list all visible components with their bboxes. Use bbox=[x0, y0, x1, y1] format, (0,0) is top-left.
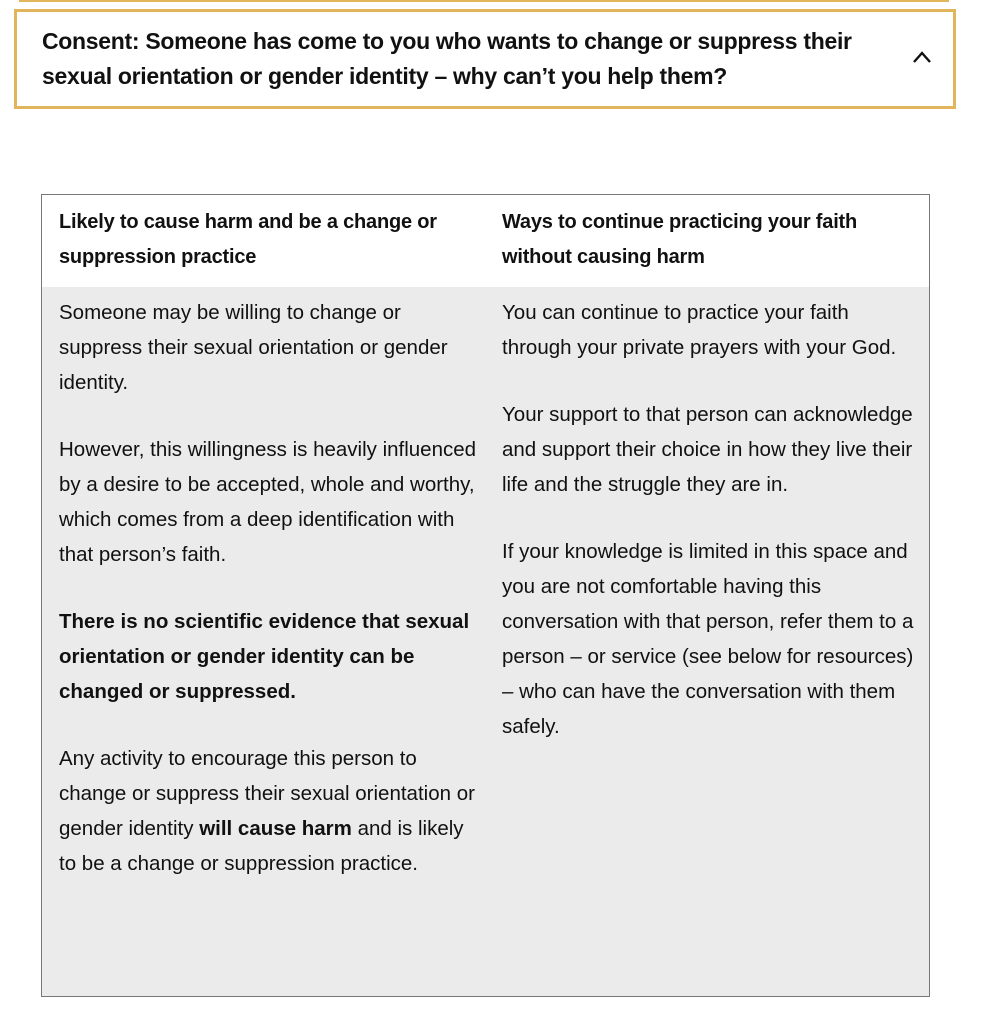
chevron-up-icon[interactable] bbox=[912, 50, 932, 64]
accordion-consent[interactable] bbox=[14, 9, 956, 109]
harm-p4-bold: will cause harm bbox=[199, 817, 352, 840]
column-faith bbox=[502, 295, 922, 776]
table-header bbox=[42, 195, 929, 287]
comparison-table bbox=[41, 194, 930, 997]
header-harm: Likely to cause harm and be a change or suppression practice bbox=[59, 211, 437, 268]
faith-paragraph-3: If your knowledge is limited in this space and you are not comfortable having this conversation with that person, refer them to a person – or service (see below for resources) – who can have the conversation with them safely. bbox=[502, 540, 914, 738]
harm-paragraph-3-bold: There is no scientific evidence that sexual orientation or gender identity can be changed or suppressed. bbox=[59, 610, 470, 703]
faith-paragraph-2: Your support to that person can acknowledge and support their choice in how they live their life and the struggle they are in. bbox=[502, 403, 913, 496]
accordion-title[interactable]: Consent: Someone has come to you who wants to change or suppress their sexual orientation or gender identity – why can’t you help them? bbox=[42, 28, 852, 89]
harm-p4-text-b: and is likely to be a change or suppression practice. bbox=[59, 817, 464, 875]
harm-paragraph-2: However, this willingness is heavily influenced by a desire to be accepted, whole and worthy, which comes from a deep identification with that person’s faith. bbox=[59, 438, 477, 566]
faith-paragraph-1: You can continue to practice your faith through your private prayers with your God. bbox=[502, 301, 897, 359]
header-faith: Ways to continue practicing your faith without causing harm bbox=[502, 211, 858, 268]
harm-paragraph-1: Someone may be willing to change or suppress their sexual orientation or gender identity. bbox=[59, 301, 448, 394]
column-harm bbox=[59, 295, 479, 913]
harm-paragraph-4 bbox=[59, 741, 479, 881]
harm-p4-text-a: Any activity to encourage this person to change or suppress their sexual orientation or gender identity bbox=[59, 747, 475, 840]
previous-accordion-edge bbox=[19, 0, 949, 2]
